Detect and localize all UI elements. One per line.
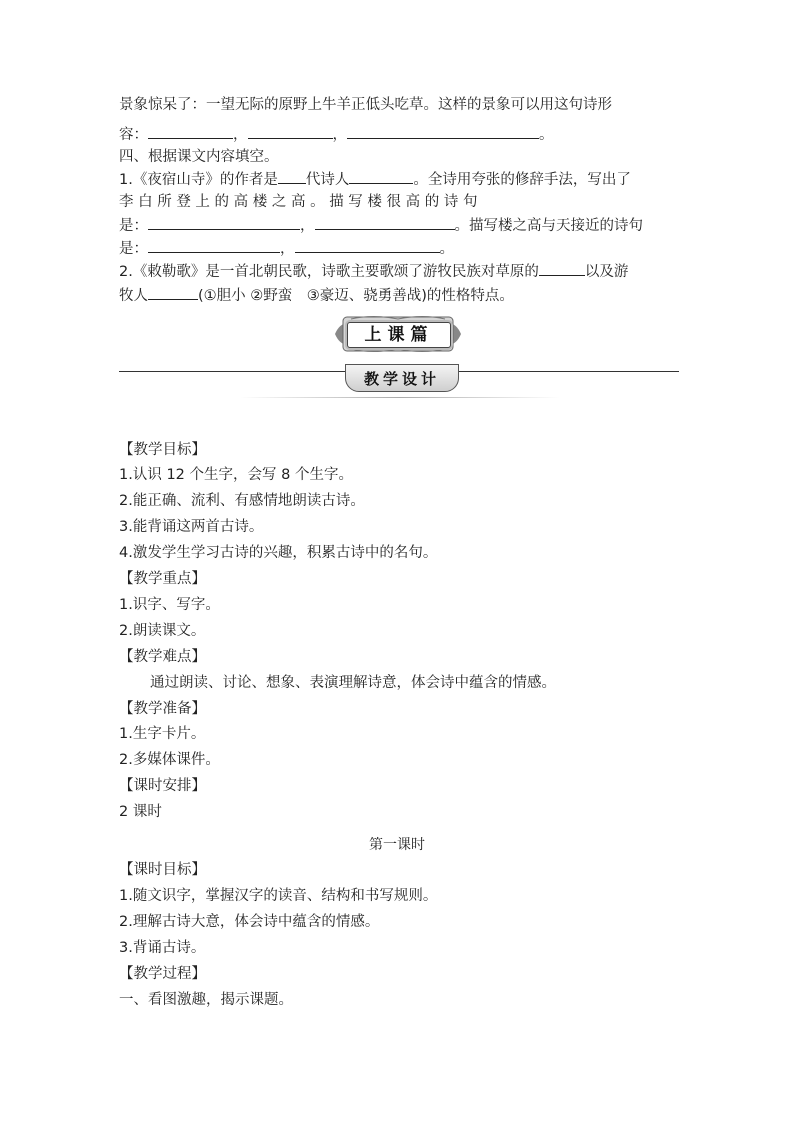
text: 代诗人 [305,172,350,188]
text: 2.《敕勒歌》是一首北朝民歌，诗歌主要歌颂了游牧民族对草原的 [119,264,539,280]
exercise-text-line: 景象惊呆了：一望无际的原野上牛羊正低头吃草。这样的景象可以用这句诗形 [119,97,612,113]
blank[interactable] [248,124,333,139]
banner-tab [345,364,459,392]
blank[interactable] [539,261,585,276]
text: 容： [119,127,148,143]
blank[interactable] [295,238,440,253]
process-step: 一、看图激趣，揭示课题。 [119,992,293,1008]
text: 。描写楼之高与天接近的诗句 [454,218,643,234]
process-heading: 【教学过程】 [119,966,206,982]
text: ， [332,127,347,143]
text: 是： [119,241,148,257]
list-item: 2.多媒体课件。 [119,752,220,768]
difficulty-text: 通过朗读、讨论、想象、表演理解诗意，体会诗中蕴含的情感。 [150,675,556,691]
prep-heading: 【教学准备】 [119,701,206,717]
blank[interactable] [315,215,455,230]
list-item: 1.生字卡片。 [119,726,206,742]
subsection-banner [345,364,457,394]
blank[interactable] [347,124,539,139]
blank[interactable] [349,169,413,184]
schedule-heading: 【课时安排】 [119,778,206,794]
question-1-line-4 [119,238,454,259]
section-banner [333,314,463,354]
list-item: 2.理解古诗大意，体会诗中蕴含的情感。 [119,914,380,930]
text: 是： [119,218,148,234]
banner-plate [347,322,451,348]
text: ， [300,218,315,234]
lesson-goals-heading: 【课时目标】 [119,862,206,878]
list-item: 3.背诵古诗。 [119,940,206,956]
blank[interactable] [278,169,306,184]
text: ， [233,127,248,143]
list-item: 1.识字、写字。 [119,597,220,613]
question-1-line-1 [119,169,631,190]
question-2-line-1 [119,261,628,282]
text: 。全诗用夸张的修辞手法，写出了 [413,172,631,188]
text: (①胆小 ②野蛮 ③豪迈、骁勇善战)的性格特点。 [198,288,514,304]
exercise-fill-line [119,124,554,145]
blank[interactable] [148,215,300,230]
text: 1.《夜宿山寺》的作者是 [119,172,278,188]
blank[interactable] [148,124,233,139]
list-item: 2.能正确、流利、有感情地朗读古诗。 [119,493,365,509]
subsection-title: 教学设计 [363,370,440,388]
text: 牧人 [119,288,148,304]
question-1-line-3 [119,215,643,236]
text: 。 [539,127,554,143]
question-1-line-2: 李 白 所 登 上 的 高 楼 之 高 。 描 写 楼 很 高 的 诗 句 [119,194,478,210]
goals-heading: 【教学目标】 [119,442,206,458]
list-item: 1.认识 12 个生字，会写 8 个生字。 [119,467,353,483]
list-item: 3.能背诵这两首古诗。 [119,519,264,535]
blank[interactable] [148,238,280,253]
question-2-line-2 [119,285,514,306]
list-item: 4.激发学生学习古诗的兴趣，积累古诗中的名句。 [119,545,438,561]
decorative-line [240,397,560,398]
focus-heading: 【教学重点】 [119,571,206,587]
difficulty-heading: 【教学难点】 [119,649,206,665]
text: 。 [439,241,454,257]
section-heading: 四、根据课文内容填空。 [119,149,279,165]
list-item: 2.朗读课文。 [119,623,206,639]
blank[interactable] [148,285,198,300]
text: 以及游 [584,264,629,280]
section-title: 上课篇 [364,325,434,345]
lesson-title: 第一课时 [369,837,425,853]
text: ， [280,241,295,257]
list-item: 1.随文识字，掌握汉字的读音、结构和书写规则。 [119,888,438,904]
schedule-text: 2 课时 [119,804,162,820]
